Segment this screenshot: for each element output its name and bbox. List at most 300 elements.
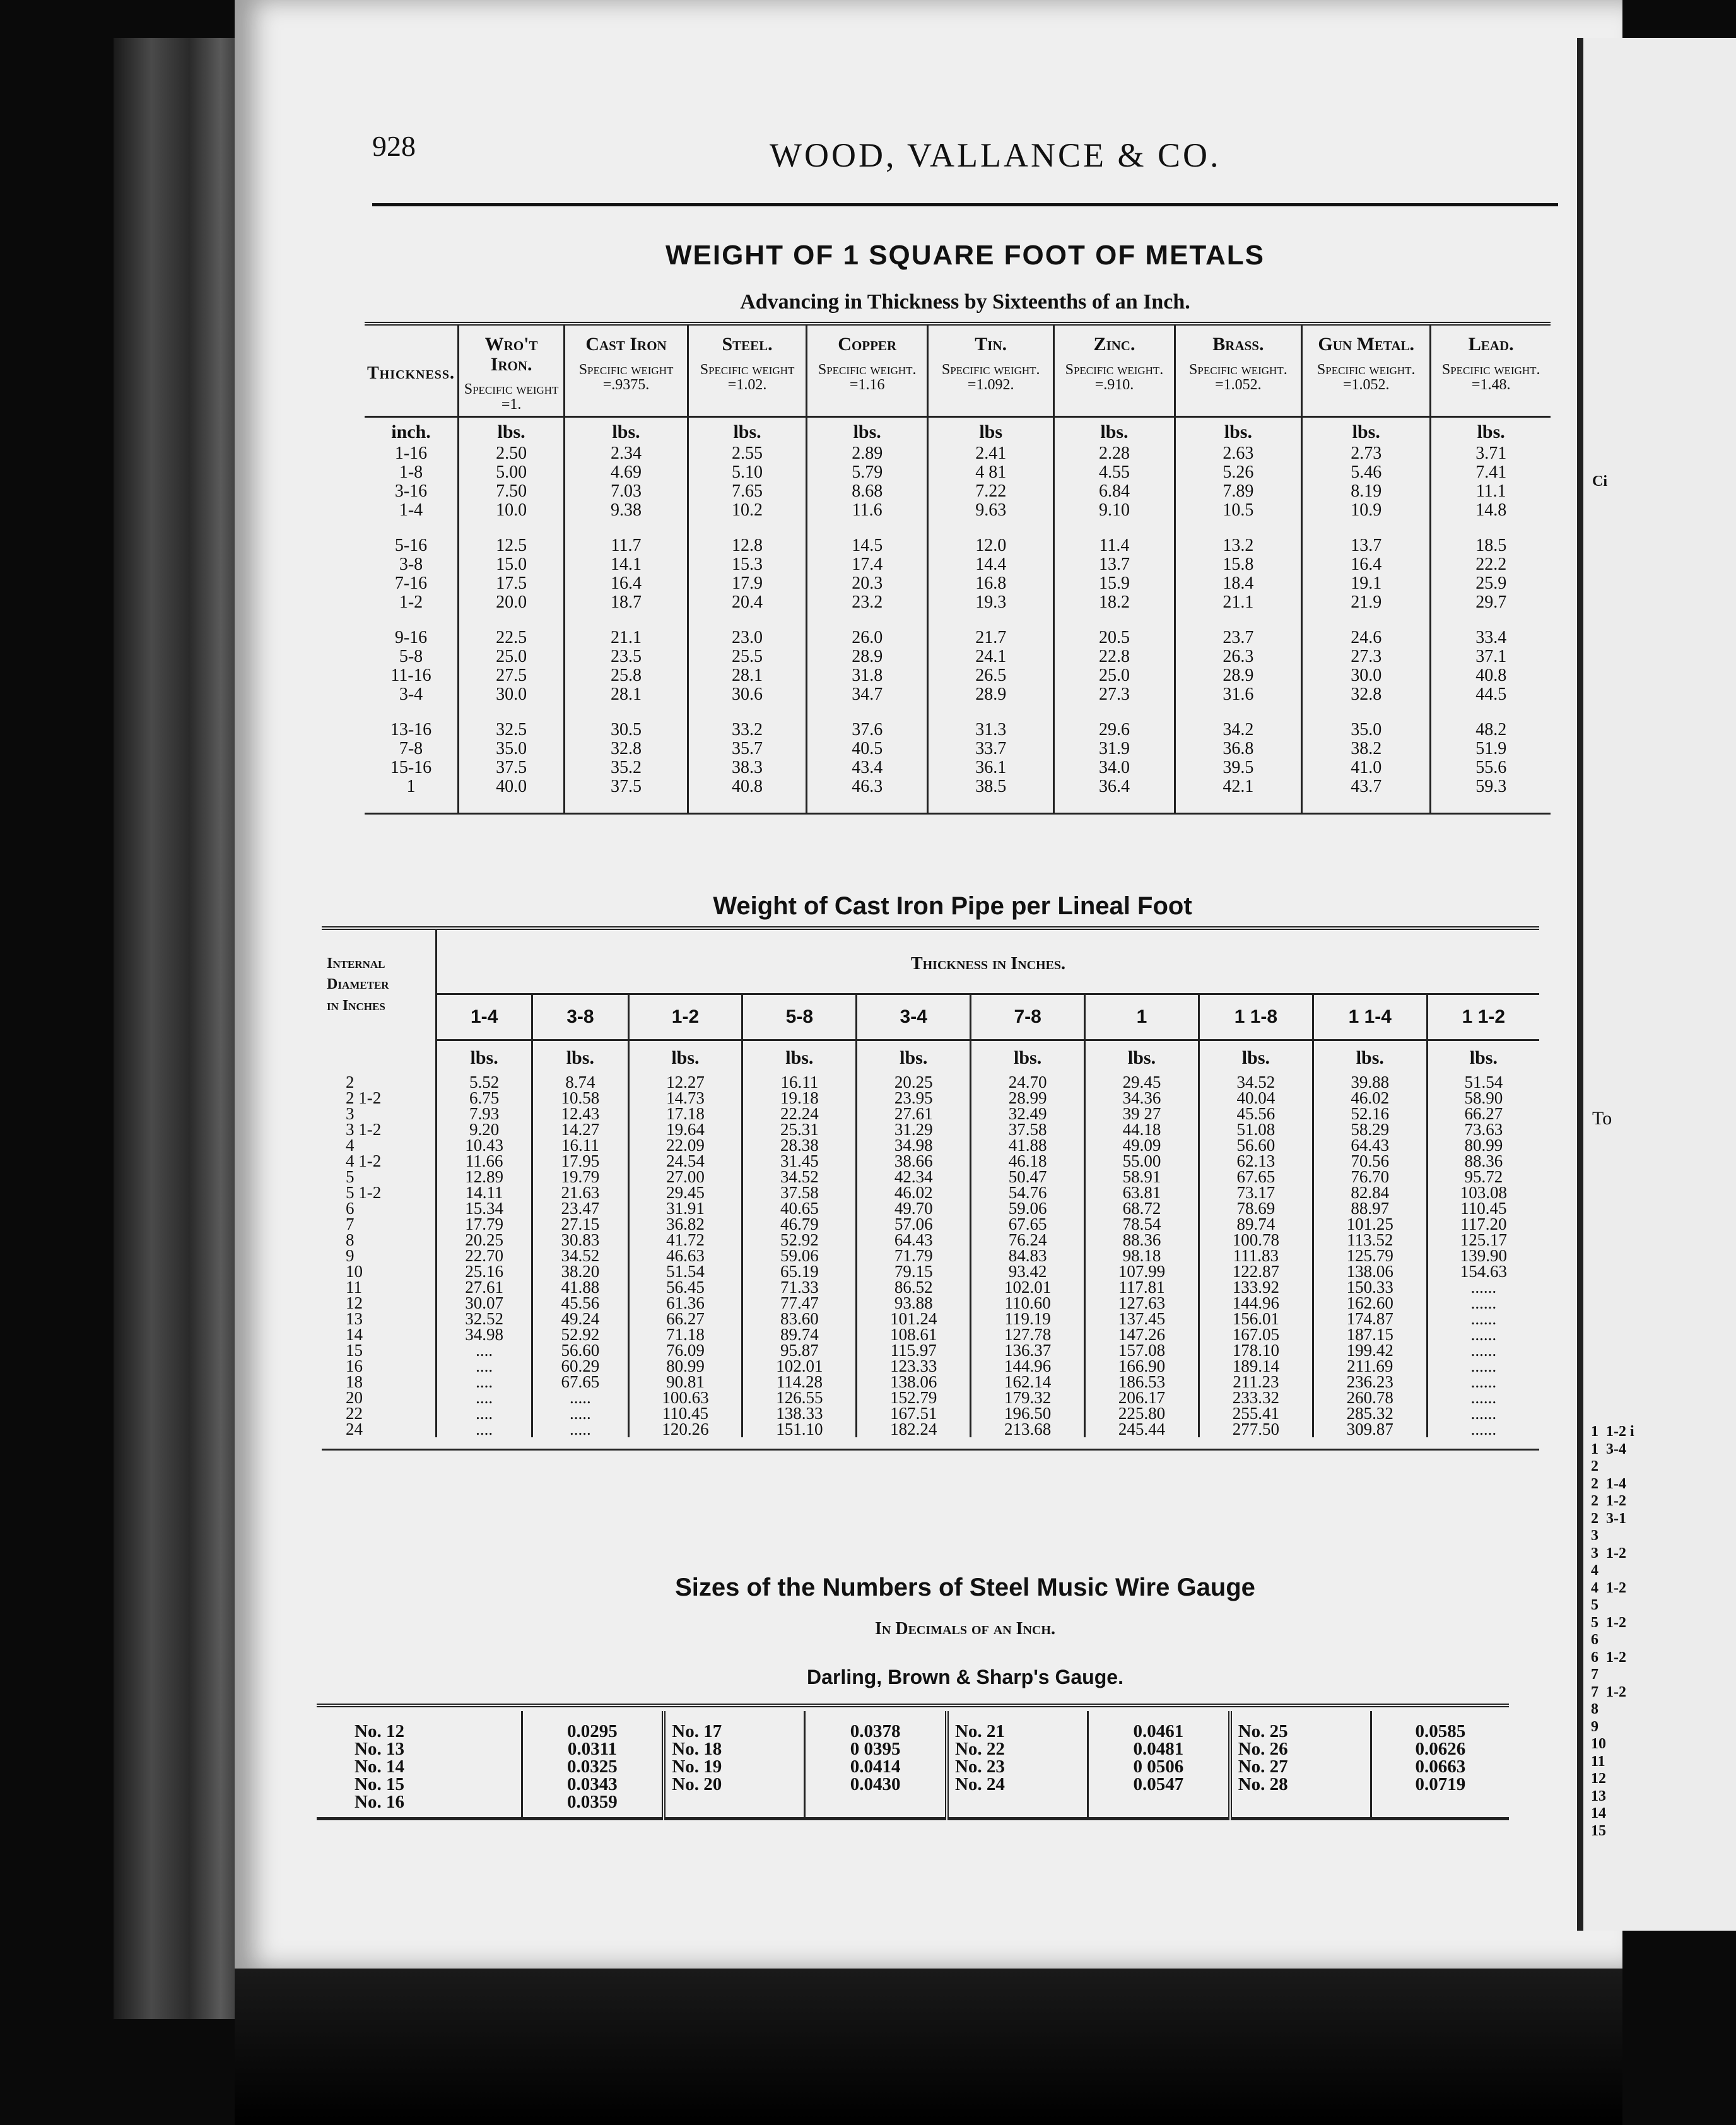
table-cell: 73.17 (1236, 1183, 1276, 1202)
cast-iron-pipe-table (322, 926, 1539, 1451)
table-cell: 15.34 (465, 1199, 503, 1218)
table-cell: 8 (346, 1230, 355, 1249)
table-cell: 10 (346, 1262, 363, 1281)
table-cell: 110.45 (1460, 1199, 1507, 1218)
table-cell: 236.23 (1346, 1372, 1393, 1391)
gauge-value: 0.0295 (567, 1721, 618, 1741)
table-cell: 36.4 (1098, 777, 1130, 796)
gauge-value-cell (1088, 1711, 1229, 1819)
metals-table-subtitle: Advancing in Thickness by Sixteenths of an Inch. (740, 290, 1190, 314)
table-cell: 5.10 (732, 462, 763, 482)
table-cell: 7-16 (394, 574, 428, 593)
table-cell: 21.7 (975, 628, 1007, 647)
table-cell: 40.65 (780, 1199, 819, 1218)
table-cell: 37.5 (496, 758, 527, 777)
metal-column-header (1302, 324, 1431, 417)
table-cell: 138.33 (776, 1404, 823, 1423)
table-cell: 12.0 (975, 536, 1007, 555)
gauge-value: 0.0378 (850, 1721, 901, 1741)
table-cell: 68.72 (1122, 1199, 1161, 1218)
weight-cell (1054, 536, 1175, 628)
table-cell: 35.2 (611, 758, 642, 777)
table-cell: 78.69 (1236, 1199, 1276, 1218)
table-cell: 7 (346, 1215, 355, 1233)
table-cell: 187.15 (1346, 1325, 1393, 1344)
table-cell: 2 (346, 1073, 355, 1092)
table-cell: 46.02 (894, 1183, 933, 1202)
gauge-value: 0 0506 (1133, 1757, 1184, 1777)
table-cell: 12.89 (465, 1167, 503, 1186)
specific-weight: Specific weight =.9375. (578, 361, 674, 393)
adjacent-row: 3 1-2 (1591, 1545, 1626, 1562)
table-cell: 35.7 (732, 739, 763, 758)
table-cell: 100.78 (1232, 1230, 1280, 1249)
unit-label: lbs. (1313, 1040, 1427, 1075)
table-cell: 16.4 (1351, 555, 1382, 574)
table-cell: 54.76 (1008, 1183, 1047, 1202)
table-cell: 37.6 (852, 720, 883, 739)
table-cell: 28.9 (975, 685, 1007, 704)
table-cell: 30.83 (561, 1230, 600, 1249)
table-cell: 89.74 (780, 1325, 819, 1344)
gauge-number-cell (317, 1711, 522, 1819)
table-cell: 25.16 (465, 1262, 503, 1281)
weight-cell (1054, 444, 1175, 536)
table-cell: 10.5 (1223, 500, 1254, 520)
table-cell: 49.09 (1122, 1136, 1161, 1155)
table-cell: 100.63 (662, 1388, 709, 1407)
table-cell: 34.52 (780, 1167, 819, 1186)
table-cell: 16.4 (611, 574, 642, 593)
weight-cell (1302, 721, 1431, 814)
metal-name: Cast Iron (585, 334, 667, 355)
table-cell: 12.43 (561, 1104, 600, 1123)
table-cell: 20.5 (1098, 628, 1130, 647)
table-cell: 93.42 (1008, 1262, 1047, 1281)
weight-cell (459, 536, 565, 628)
table-cell: 38.20 (561, 1262, 600, 1281)
weight-cell (807, 721, 928, 814)
table-cell: 1 (406, 777, 416, 796)
gauge-number: No. 17 (672, 1721, 722, 1741)
page-bottom-shadow (235, 1969, 1622, 2125)
table-cell: 66.27 (1464, 1104, 1503, 1123)
table-cell: 115.97 (890, 1341, 937, 1360)
table-cell: 40.8 (1475, 666, 1507, 685)
table-cell: 9-16 (394, 628, 428, 647)
unit-label: lbs. (857, 1040, 971, 1075)
table-cell: ...... (1470, 1341, 1497, 1360)
gauge-value: 0.0430 (850, 1774, 901, 1794)
adjacent-row: 5 (1591, 1597, 1598, 1613)
specific-weight: Specific weight. =1.092. (941, 361, 1040, 393)
table-cell: 88.36 (1122, 1230, 1161, 1249)
table-padding (322, 1437, 1539, 1450)
table-cell: 8.19 (1351, 481, 1382, 501)
table-cell: 126.55 (776, 1388, 823, 1407)
table-cell: 136.37 (1004, 1341, 1052, 1360)
metal-column-header (928, 324, 1054, 417)
table-cell: 56.60 (561, 1341, 600, 1360)
table-row (365, 628, 1551, 721)
table-cell: 32.52 (465, 1309, 503, 1328)
table-cell: 15.0 (496, 555, 527, 574)
table-cell: 186.53 (1118, 1372, 1166, 1391)
table-cell: 41.0 (1351, 758, 1382, 777)
table-cell: 67.65 (1008, 1215, 1047, 1233)
unit-label: lbs. (1427, 1040, 1539, 1075)
unit-label: inch. (391, 421, 431, 442)
table-cell: ..... (570, 1388, 591, 1407)
thickness-column-header: 1 1-4 (1313, 994, 1427, 1040)
table-cell: 162.60 (1346, 1293, 1393, 1312)
table-cell: 144.96 (1004, 1357, 1052, 1375)
weight-cell (1431, 628, 1551, 721)
table-cell: 18.2 (1098, 592, 1130, 612)
table-cell: 5.26 (1223, 462, 1254, 482)
corner-line-2: Diameter (327, 976, 389, 993)
table-cell: 12.5 (496, 536, 527, 555)
table-cell: 41.88 (561, 1278, 600, 1297)
table-cell: 16.11 (561, 1136, 599, 1155)
table-cell: 30.0 (1351, 666, 1382, 685)
table-cell: 28.1 (611, 685, 642, 704)
table-cell: 25.0 (496, 647, 527, 666)
table-cell: 25.9 (1475, 574, 1507, 593)
table-cell: 23.7 (1223, 628, 1254, 647)
table-cell: 4.69 (611, 462, 642, 482)
weight-cell (971, 1074, 1085, 1437)
table-cell: 58.29 (1351, 1120, 1390, 1139)
table-cell: 13 (346, 1309, 363, 1328)
table-cell: 23.47 (561, 1199, 600, 1218)
table-cell: 58.90 (1464, 1088, 1503, 1107)
table-cell: 110.60 (1004, 1293, 1051, 1312)
table-cell: 14.1 (611, 555, 642, 574)
table-cell: ...... (1470, 1372, 1497, 1391)
table-cell: 84.83 (1008, 1246, 1047, 1265)
table-cell: 95.72 (1464, 1167, 1503, 1186)
table-cell: 64.43 (894, 1230, 933, 1249)
metal-column-header (1054, 324, 1175, 417)
table-cell: 52.92 (561, 1325, 600, 1344)
table-cell: 31.8 (852, 666, 883, 685)
table-cell: 137.45 (1118, 1309, 1166, 1328)
weight-cell (928, 444, 1054, 536)
adjacent-row: 5 1-2 (1591, 1614, 1626, 1631)
table-cell: 11.6 (852, 500, 883, 520)
table-cell: 34.7 (852, 685, 883, 704)
thickness-column-header: 3-4 (857, 994, 971, 1040)
specific-weight: Specific weight. =1.16 (818, 361, 917, 393)
table-cell: 36.8 (1223, 739, 1254, 758)
table-cell: 6.84 (1098, 481, 1130, 501)
weight-cell (1175, 628, 1301, 721)
table-cell: 43.4 (852, 758, 883, 777)
table-cell: 14 (346, 1325, 363, 1344)
book-spine (114, 38, 240, 2019)
table-cell: 22.8 (1098, 647, 1130, 666)
table-cell: .... (476, 1357, 493, 1375)
table-cell: 62.13 (1236, 1151, 1276, 1170)
table-cell: 24.54 (666, 1151, 705, 1170)
table-cell: 156.01 (1232, 1309, 1280, 1328)
adjacent-row: 3 (1591, 1528, 1598, 1544)
weight-cell (1313, 1074, 1427, 1437)
table-cell: 17.5 (496, 574, 527, 593)
table-cell: 19.79 (561, 1167, 600, 1186)
table-cell: 15.3 (732, 555, 763, 574)
table-cell: 285.32 (1346, 1404, 1393, 1423)
gauge-value-cell (522, 1711, 664, 1819)
weight-cell (628, 1074, 742, 1437)
table-cell: 277.50 (1232, 1420, 1280, 1439)
table-cell: 28.99 (1008, 1088, 1047, 1107)
gauge-value: 0.0359 (567, 1792, 618, 1812)
table-cell: 21.63 (561, 1183, 600, 1202)
table-cell: 55.00 (1122, 1151, 1161, 1170)
table-cell: 196.50 (1004, 1404, 1052, 1423)
table-cell: 138.06 (1346, 1262, 1393, 1281)
gauge-value: 0.0626 (1415, 1739, 1466, 1759)
table-cell: 3 (346, 1104, 355, 1123)
table-cell: ...... (1470, 1388, 1497, 1407)
table-cell: 17.18 (666, 1104, 705, 1123)
table-cell: 189.14 (1232, 1357, 1280, 1375)
metal-name: Brass. (1212, 334, 1264, 355)
table-cell: 64.43 (1351, 1136, 1390, 1155)
table-cell: 154.63 (1460, 1262, 1507, 1281)
table-cell: 7.22 (975, 481, 1007, 501)
table-cell: 38.66 (894, 1151, 933, 1170)
metal-column-header (1175, 324, 1301, 417)
table-cell: 23.2 (852, 592, 883, 612)
table-cell: .... (476, 1341, 493, 1360)
table-row (322, 1074, 1539, 1437)
weight-cell (532, 1074, 628, 1437)
table-cell: 2.55 (732, 444, 763, 463)
table-cell: 123.33 (890, 1357, 937, 1375)
table-cell: 32.8 (1351, 685, 1382, 704)
table-cell: 1-2 (399, 592, 423, 612)
metal-name: Wro't Iron. (484, 334, 538, 375)
weight-cell (1431, 444, 1551, 536)
table-cell: 166.90 (1118, 1357, 1166, 1375)
table-cell: 27.61 (894, 1104, 933, 1123)
gauge-value: 0.0414 (850, 1757, 901, 1777)
table-cell: 71.18 (666, 1325, 705, 1344)
table-cell: 29.45 (666, 1183, 705, 1202)
table-cell: 21.1 (611, 628, 642, 647)
table-cell: 167.51 (890, 1404, 937, 1423)
table-cell: 48.2 (1475, 720, 1507, 739)
table-cell: 34.2 (1223, 720, 1254, 739)
table-cell: 67.65 (1236, 1167, 1276, 1186)
table-cell: 46.02 (1351, 1088, 1390, 1107)
weight-cell (1302, 444, 1431, 536)
table-cell: 125.79 (1346, 1246, 1393, 1265)
table-cell: 7.65 (732, 481, 763, 501)
table-cell: 51.08 (1236, 1120, 1276, 1139)
table-cell: 88.97 (1351, 1199, 1390, 1218)
table-cell: 31.29 (894, 1120, 933, 1139)
table-cell: 37.58 (1008, 1120, 1047, 1139)
table-cell: 59.06 (1008, 1199, 1047, 1218)
table-cell: 37.5 (611, 777, 642, 796)
gauge-value: 0.0585 (1415, 1721, 1466, 1741)
metals-table-title: WEIGHT OF 1 SQUARE FOOT OF METALS (665, 240, 1265, 271)
table-cell: 23.0 (732, 628, 763, 647)
table-cell: 33.7 (975, 739, 1007, 758)
table-cell: 5.79 (852, 462, 883, 482)
thickness-column-header: 3-8 (532, 994, 628, 1040)
table-cell: 63.81 (1122, 1183, 1161, 1202)
table-cell: 4 (346, 1136, 355, 1155)
specific-weight: Specific weight. =.910. (1065, 361, 1164, 393)
gauge-number-cell (1230, 1711, 1371, 1819)
weight-cell (565, 536, 688, 628)
table-cell: 5.46 (1351, 462, 1382, 482)
table-cell: 20.4 (732, 592, 763, 612)
table-cell: 7.50 (496, 481, 527, 501)
table-cell: 61.36 (666, 1293, 705, 1312)
table-cell: 13-16 (390, 720, 432, 739)
weight-cell (1431, 536, 1551, 628)
table-cell: 22.70 (465, 1246, 503, 1265)
metal-name: Zinc. (1093, 334, 1135, 355)
weight-cell (565, 628, 688, 721)
table-cell: 9 (346, 1246, 355, 1265)
gauge-number: No. 18 (672, 1739, 722, 1759)
page-number: 928 (372, 130, 416, 162)
table-cell: 49.70 (894, 1199, 933, 1218)
table-cell: 151.10 (776, 1420, 823, 1439)
weight-cell (1431, 721, 1551, 814)
table-cell: 114.28 (776, 1372, 823, 1391)
table-cell: ..... (570, 1420, 591, 1439)
adjacent-row: 1 1-2 i (1591, 1423, 1634, 1440)
table-cell: 98.18 (1122, 1246, 1161, 1265)
table-cell: 127.63 (1118, 1293, 1166, 1312)
gauge-number: No. 19 (672, 1757, 722, 1777)
adjacent-row: 4 (1591, 1562, 1598, 1579)
running-head (372, 123, 1564, 174)
table-cell: 255.41 (1232, 1404, 1280, 1423)
table-cell: 14.73 (666, 1088, 705, 1107)
weight-cell (437, 1074, 532, 1437)
internal-diameter-header (322, 928, 437, 1040)
weight-cell (807, 628, 928, 721)
table-cell: 167.05 (1232, 1325, 1280, 1344)
unit-label: lbs. (1085, 1040, 1199, 1075)
adjacent-row: 11 (1591, 1753, 1605, 1770)
table-cell: 14.8 (1475, 500, 1507, 520)
table-cell: ...... (1470, 1357, 1497, 1375)
table-cell: 17.79 (465, 1215, 503, 1233)
table-cell: 119.19 (1004, 1309, 1051, 1328)
table-cell: 178.10 (1232, 1341, 1280, 1360)
table-cell: 31.3 (975, 720, 1007, 739)
weight-cell (1302, 536, 1431, 628)
table-cell: 6 (346, 1199, 355, 1218)
table-cell: 30.0 (496, 685, 527, 704)
table-cell: 27.61 (465, 1278, 503, 1297)
table-cell: 21.1 (1223, 592, 1254, 612)
table-cell: 117.81 (1118, 1278, 1165, 1297)
table-cell: 76.24 (1008, 1230, 1047, 1249)
table-cell: 260.78 (1346, 1388, 1393, 1407)
gauge-value: 0.0547 (1133, 1774, 1184, 1794)
table-cell: 18 (346, 1372, 363, 1391)
table-cell: 38.5 (975, 777, 1007, 796)
unit-label: lbs. (459, 417, 565, 445)
adjacent-row: 12 (1591, 1770, 1606, 1787)
metal-name: Tin. (975, 334, 1007, 355)
table-cell: 117.20 (1460, 1215, 1507, 1233)
table-cell: 25.31 (780, 1120, 819, 1139)
gauge-number-cell (664, 1711, 805, 1819)
thickness-cell (365, 628, 459, 721)
weight-cell (807, 536, 928, 628)
unit-label: lbs. (1175, 417, 1301, 445)
weight-cell (1175, 721, 1301, 814)
weight-cell (1427, 1074, 1539, 1437)
gauge-value: 0.0343 (567, 1774, 618, 1794)
table-cell: 25.0 (1098, 666, 1130, 685)
table-cell: 28.38 (780, 1136, 819, 1155)
table-cell: 31.91 (666, 1199, 705, 1218)
table-cell: 65.19 (780, 1262, 819, 1281)
table-cell: 52.16 (1351, 1104, 1390, 1123)
table-cell: 13.7 (1098, 555, 1130, 574)
table-cell: 182.24 (890, 1420, 937, 1439)
table-cell: 46.79 (780, 1215, 819, 1233)
table-cell: 67.65 (561, 1372, 600, 1391)
table-cell: 22.24 (780, 1104, 819, 1123)
table-cell: 95.87 (780, 1341, 819, 1360)
table-cell: 34.98 (465, 1325, 503, 1344)
table-cell: 73.63 (1464, 1120, 1503, 1139)
adjacent-row: 10 (1591, 1736, 1606, 1752)
adjacent-row: 8 (1591, 1701, 1598, 1717)
thickness-header: Thickness. (367, 363, 455, 383)
table-cell: 34.52 (1236, 1073, 1276, 1092)
table-cell: 103.08 (1460, 1183, 1507, 1202)
table-cell: 13.7 (1351, 536, 1382, 555)
table-cell: 120.26 (662, 1420, 709, 1439)
table-cell: 24 (346, 1420, 363, 1439)
unit-label: lbs. (742, 1040, 857, 1075)
table-cell: 45.56 (1236, 1104, 1276, 1123)
table-cell: ...... (1470, 1404, 1497, 1423)
table-cell: 46.63 (666, 1246, 705, 1265)
table-cell: 14.11 (465, 1183, 503, 1202)
table-cell: 2 1-2 (346, 1088, 382, 1107)
table-cell: 113.52 (1347, 1230, 1393, 1249)
table-cell: 11.66 (465, 1151, 503, 1170)
table-cell: 152.79 (890, 1388, 937, 1407)
unit-label: lbs (928, 417, 1054, 445)
table-cell: 25.5 (732, 647, 763, 666)
table-cell: 138.06 (890, 1372, 937, 1391)
table-cell: 15.9 (1098, 574, 1130, 593)
table-cell: 79.15 (894, 1262, 933, 1281)
table-cell: 18.5 (1475, 536, 1507, 555)
table-cell: 2.41 (975, 444, 1007, 463)
table-cell: 162.14 (1004, 1372, 1052, 1391)
table-cell: 78.54 (1122, 1215, 1161, 1233)
gauge-value: 0 0395 (850, 1739, 901, 1759)
